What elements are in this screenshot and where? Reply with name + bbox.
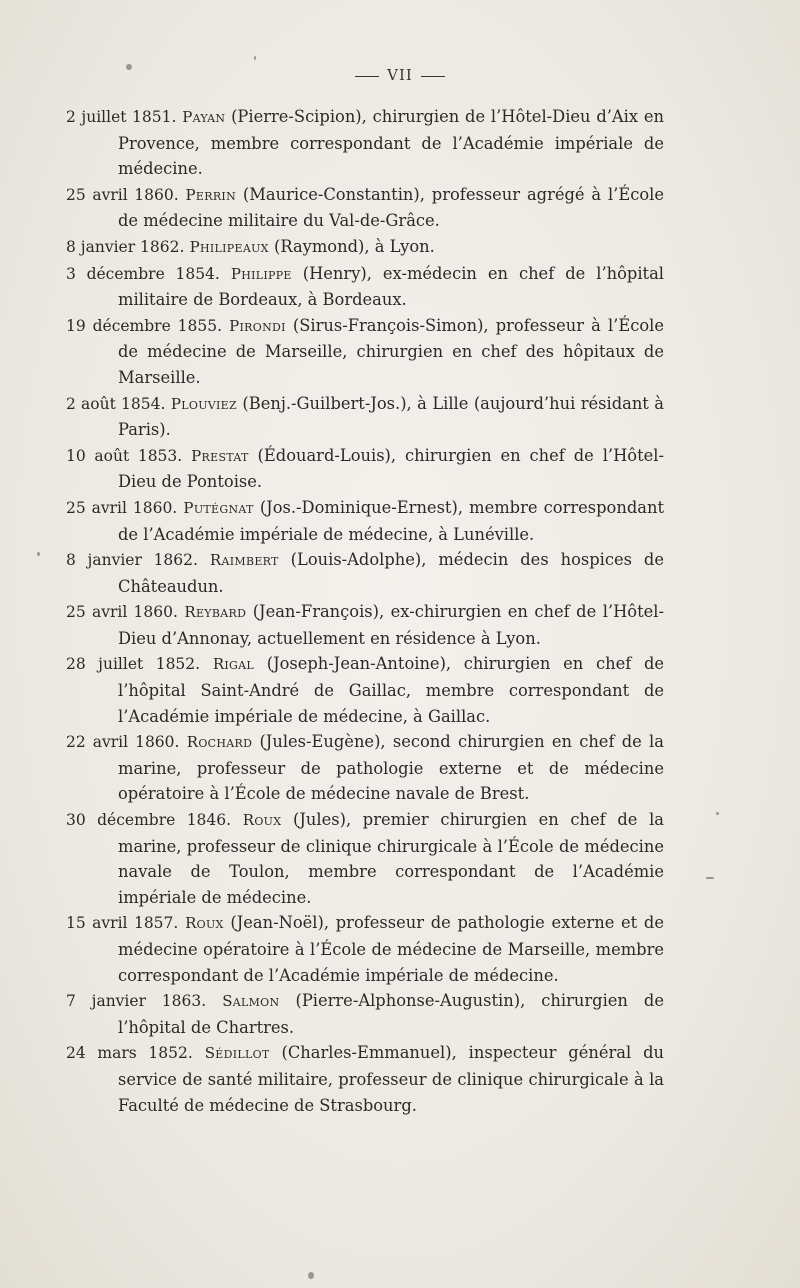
list-entry: [66, 1040, 664, 1118]
entry-date: 30 décembre 1846.: [66, 811, 232, 830]
member-list: [66, 104, 664, 1118]
entry-text: (Sirus-François-Simon), professeur à l’École de médecine de Marseille, chirurgien en chef des hôpitaux de Marseille.: [118, 315, 664, 387]
entry-text: (Henry), ex-médecin en chef de l’hôpital militaire de Bordeaux, à Bordeaux.: [118, 263, 664, 310]
entry-date: 22 avril 1860.: [66, 733, 180, 752]
entry-text: (Louis-Adolphe), médecin des hospices de Châteaudun.: [118, 550, 664, 596]
list-entry: [66, 182, 664, 234]
entry-name: Prestat: [191, 446, 249, 465]
entry-name: Rigal: [212, 655, 254, 674]
folio-dash-left: [355, 76, 379, 77]
list-entry: [66, 988, 664, 1040]
entry-date: 25 avril 1860.: [66, 185, 179, 204]
entry-name: Reybard: [184, 603, 247, 622]
paper-speck: [37, 552, 40, 556]
page-number: [0, 66, 800, 84]
entry-text: (Maurice-Constantin), professeur agrégé à l’École de médecine militaire du Val-de-Grâce.: [118, 184, 665, 231]
entry-text: (Benj.-Guilbert-Jos.), à Lille (aujourd’hui résidant à Paris).: [118, 393, 665, 440]
entry-date: 25 avril 1860.: [66, 498, 178, 517]
list-entry: [66, 104, 664, 182]
list-entry: [66, 234, 664, 261]
entry-date: 15 avril 1857.: [66, 914, 179, 933]
entry-text: (Pierre-Alphonse-Augustin), chirurgien de l’hôpital de Chartres.: [118, 991, 664, 1037]
paper-speck: [706, 877, 714, 879]
entry-text: (Jean-Noël), professeur de pathologie externe et de médecine opératoire à l’École de médecine de Marseille, membre correspondant de l’Académie impériale de médecine.: [118, 913, 664, 985]
paper-speck: [126, 64, 132, 70]
entry-date: 8 janvier 1862.: [66, 237, 185, 256]
entry-name: Pirondi: [229, 316, 286, 335]
entry-date: 8 janvier 1862.: [66, 551, 198, 570]
list-entry: [66, 599, 664, 651]
entry-date: 25 avril 1860.: [66, 603, 178, 622]
entry-date: 28 juillet 1852.: [66, 655, 201, 674]
entry-text: (Raymond), à Lyon.: [273, 236, 435, 256]
entry-text: (Jos.-Dominique-Ernest), membre correspondant de l’Académie impériale de médecine, à Lunéville.: [118, 497, 665, 544]
entry-date: 7 janvier 1863.: [66, 992, 207, 1011]
list-entry: [66, 807, 664, 910]
entry-name: Sédillot: [204, 1044, 270, 1063]
list-entry: [66, 729, 664, 807]
list-entry: [66, 313, 664, 391]
entry-name: Salmon: [222, 992, 280, 1011]
entry-name: Philipeaux: [189, 237, 269, 256]
list-entry: [66, 547, 664, 599]
entry-name: Plouviez: [170, 394, 237, 413]
entry-text: (Jules), premier chirurgien en chef de la marine, professeur de clinique chirurgicale à l’École de médecine navale de Toulon, membre correspondant de l’Académie impériale de médecine.: [118, 810, 664, 907]
paper-speck: [308, 1272, 314, 1279]
entry-name: Raimbert: [209, 551, 279, 570]
list-entry: [66, 443, 664, 495]
list-entry: [66, 651, 664, 729]
entry-text: (Pierre-Scipion), chirurgien de l’Hôtel-Dieu d’Aix en Provence, membre correspondant de l’Académie impériale de médecine.: [118, 107, 664, 179]
paper-speck: [716, 812, 719, 815]
entry-name: Roux: [185, 914, 224, 933]
entry-name: Philippe: [230, 264, 292, 283]
entry-date: 2 juillet 1851.: [66, 108, 177, 126]
entry-text: (Jean-François), ex-chirurgien en chef de l’Hôtel-Dieu d’Annonay, actuellement en résidence à Lyon.: [118, 602, 664, 648]
entry-name: Perrin: [185, 185, 236, 204]
entry-date: 19 décembre 1855.: [66, 316, 222, 335]
list-entry: [66, 391, 664, 443]
folio-numeral: VII: [387, 66, 413, 84]
entry-text: (Jules-Eugène), second chirurgien en chef de la marine, professeur de pathologie externe et de médecine opératoire à l’École de médecine navale de Brest.: [118, 732, 664, 804]
list-entry: [66, 261, 664, 313]
entry-date: 10 août 1853.: [66, 446, 183, 465]
entry-date: 2 août 1854.: [66, 394, 166, 413]
entry-date: 3 décembre 1854.: [66, 264, 220, 283]
entry-text: (Édouard-Louis), chirurgien en chef de l’Hôtel-Dieu de Pontoise.: [118, 445, 664, 492]
entry-name: Rochard: [186, 733, 253, 752]
paper-speck: [254, 56, 256, 60]
entry-text: (Joseph-Jean-Antoine), chirurgien en chef de l’hôpital Saint-André de Gaillac, membre correspondant de l’Académie impériale de médecine, à Gaillac.: [118, 654, 664, 726]
entry-name: Putégnat: [183, 498, 254, 517]
entry-date: 24 mars 1852.: [66, 1044, 193, 1063]
list-entry: [66, 910, 664, 988]
folio-dash-right: [421, 76, 445, 77]
entry-name: Payan: [182, 108, 226, 126]
entry-name: Roux: [242, 811, 282, 830]
entry-text: (Charles-Emmanuel), inspecteur général du service de santé militaire, professeur de clinique chirurgicale à la Faculté de médecine de Strasbourg.: [118, 1043, 664, 1115]
list-entry: [66, 495, 664, 547]
